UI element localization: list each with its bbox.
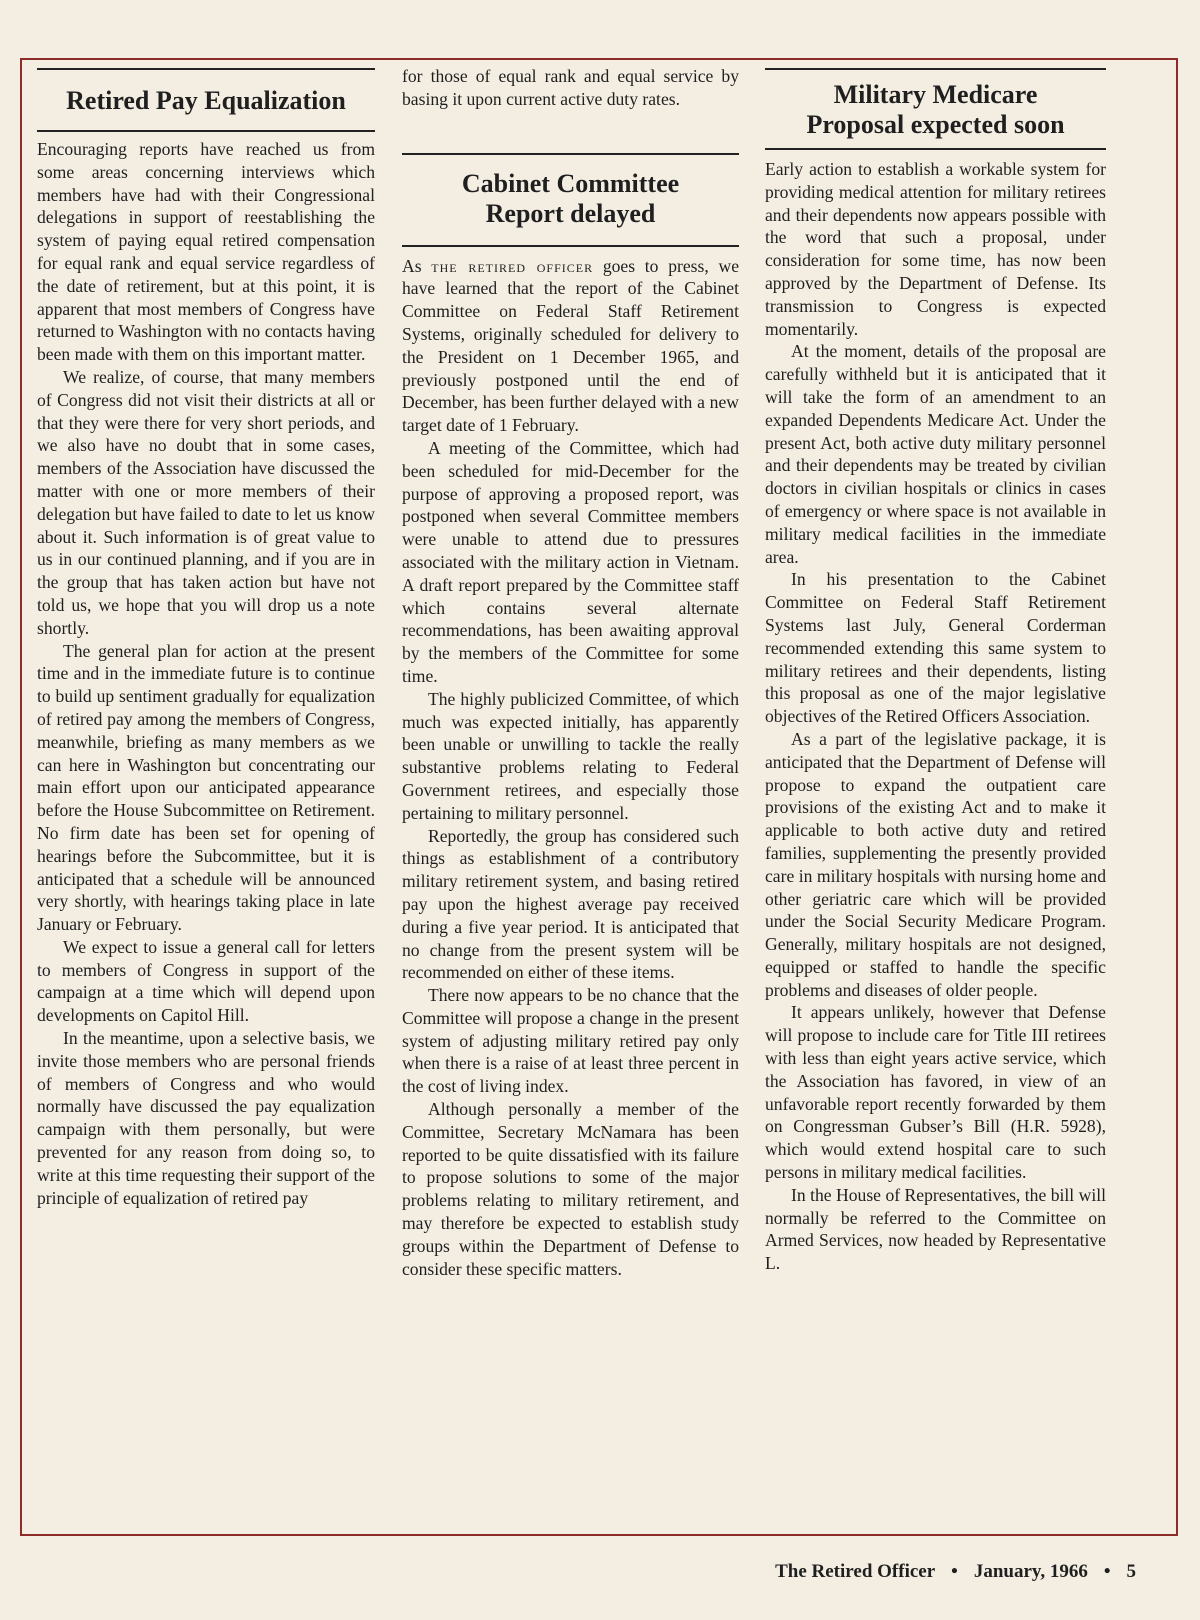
- article-heading-retired-pay: [37, 68, 375, 132]
- paragraph: As a part of the legislative package, it is anticipated that the Department of Defense will propose to expand the outpatient care provisions of the existing Act and to make it applicable to both active duty and retired families, supplementing the presently provided care in military hospitals with nursing home and other geriatric care which will be provided under the Social Security Medicare Program. Generally, military hospitals are not designed, equipped or staffed to handle the specific problems and diseases of older people.: [765, 728, 1106, 1000]
- article-heading-cabinet-committee: [402, 153, 739, 247]
- footer-date: January, 1966: [973, 1561, 1088, 1582]
- bullet-separator: •: [1103, 1561, 1111, 1582]
- paragraph: A meeting of the Committee, which had been scheduled for mid-December for the purpose of approving a proposed report, was postponed when several Committee members were unable to attend due to pressures associated with the military action in Vietnam. A draft report prepared by the Committee staff which contains several alternate recommendations, has been awaiting approval by the members of the Committee for some time.: [402, 437, 739, 686]
- page-frame: [20, 58, 1178, 1536]
- paragraph: In his presentation to the Cabinet Committee on Federal Staff Retirement Systems last July, General Corderman recommended extending this same system to military retirees and their dependents, listing this proposal as one of the major legislative objectives of the Retired Officers Association.: [765, 569, 1106, 727]
- publication-name-smallcaps: the retired officer: [431, 255, 594, 276]
- paragraph: Although personally a member of the Committee, Secretary McNamara has been reported to be quite dissatisfied with its failure to propose solutions to some of the major problems relating to military retirement, and may therefore be expected to establish study groups within the Department of Defense to consider these specific matters.: [402, 1099, 739, 1279]
- paragraph: It appears unlikely, however that Defense will propose to include care for Title III retirees with less than eight years active service, which the Association has favored, in view of an unfavorable report recently forwarded by them on Congressman Gubser’s Bill (H.R. 5928), which would extend hospital care to such persons in military medical facilities.: [765, 1002, 1106, 1183]
- paragraph: In the meantime, upon a selective basis, we invite those members who are personal friends of members of Congress and who would normally have discussed the pay equalization campaign with them personally, but were prevented for any reason from doing so, to write at this time requesting their support of the principle of equalization of retired pay: [37, 1028, 375, 1208]
- heading-line-1: Military Medicare: [833, 80, 1038, 109]
- article-heading-military-medicare: [765, 68, 1106, 150]
- paragraph: There now appears to be no chance that the Committee will propose a change in the present system of adjusting military retired pay only when there is a raise of at least three percent in the cost of living index.: [402, 985, 739, 1097]
- heading-line-2: Proposal expected soon: [806, 110, 1065, 139]
- paragraph: Encouraging reports have reached us from some areas concerning interviews which members have had with their Congressional delegations in support of reestablishing the system of paying equal retired compensation for equal rank and equal service regardless of the date of retirement, but at this point, it is apparent that most members of Congress have returned to Washington with no contacts having been made with them on this important matter.: [37, 139, 375, 365]
- paragraph: Reportedly, the group has considered such things as establishment of a contributory military retirement system, and basing retired pay upon the highest average pay received during a five year period. It is anticipated that no change from the present system will be recommended on either of these items.: [402, 825, 739, 983]
- paragraph: The highly publicized Committee, of which much was expected initially, has apparently been unable or unwilling to tackle the really substantive problems relating to Federal Government retirees, and especially those pertaining to military personnel.: [402, 688, 739, 823]
- page-footer: [0, 1561, 1136, 1583]
- footer-publication: The Retired Officer: [775, 1561, 936, 1582]
- paragraph: The general plan for action at the present time and in the immediate future is to continue to build up sentiment gradually for equalization of retired pay among the members of Congress, meanwhile, briefing as many members as we can here in Washington but concentrating our main effort upon our anticipated appearance before the House Subcommittee on Retirement. No firm date has been set for opening of hearings before the Subcommittee, but it is anticipated that a schedule will be announced very shortly, with hearings taking place in late January or February.: [37, 640, 375, 935]
- column-cabinet-committee: [402, 60, 739, 1534]
- lead-as: As: [402, 255, 422, 276]
- bullet-separator: •: [951, 1561, 958, 1582]
- heading-line-1: Cabinet Committee: [461, 168, 680, 198]
- paragraph: Early action to establish a workable system for providing medical attention for military retirees and their dependents now appears possible with the word that such a proposal, under consideration for some time, has now been approved by the Department of Defense. Its transmission to Congress is expected momentarily.: [765, 159, 1106, 339]
- column-retired-pay: [37, 60, 375, 1534]
- lead-paragraph: [402, 255, 739, 437]
- heading-text: Retired Pay Equalization: [66, 86, 346, 115]
- paragraph: At the moment, details of the proposal are carefully withheld but it is anticipated that it will take the form of an amendment to an expanded Dependents Medicare Act. Under the present Act, both active duty military personnel and their dependents may be treated by civilian doctors in civilian hospitals or clinics in cases of emergency or where space is not available in military medical facilities in the immediate area.: [765, 341, 1106, 567]
- lead-rest: goes to press, we have learned that the report of the Cabinet Committee on Federal Staff Retirement Systems, originally scheduled for delivery to the President on 1 December 1965, and previously postponed until the end of December, has been further delayed with a new target date of 1 February.: [402, 255, 739, 436]
- column-military-medicare: [765, 60, 1106, 1534]
- paragraph: In the House of Representatives, the bill will normally be referred to the Committee on Armed Services, now headed by Representative L.: [765, 1184, 1106, 1274]
- page-number: 5: [1126, 1561, 1136, 1582]
- heading-line-2: Report delayed: [485, 198, 656, 228]
- continued-paragraph: for those of equal rank and equal service by basing it upon current active duty rates.: [402, 66, 739, 109]
- paragraph: We expect to issue a general call for letters to members of Congress in support of the campaign at a time which will depend upon developments on Capitol Hill.: [37, 936, 375, 1026]
- paragraph: We realize, of course, that many members of Congress did not visit their districts at all or that they were there for very short periods, and we also have no doubt that in some cases, members of the Association have discussed the matter with one or more members of their delegation but have failed to date to let us know about it. Such information is of great value to us in our continued planning, and if you are in the group that has taken action but have not told us, we hope that you will drop us a note shortly.: [37, 366, 375, 638]
